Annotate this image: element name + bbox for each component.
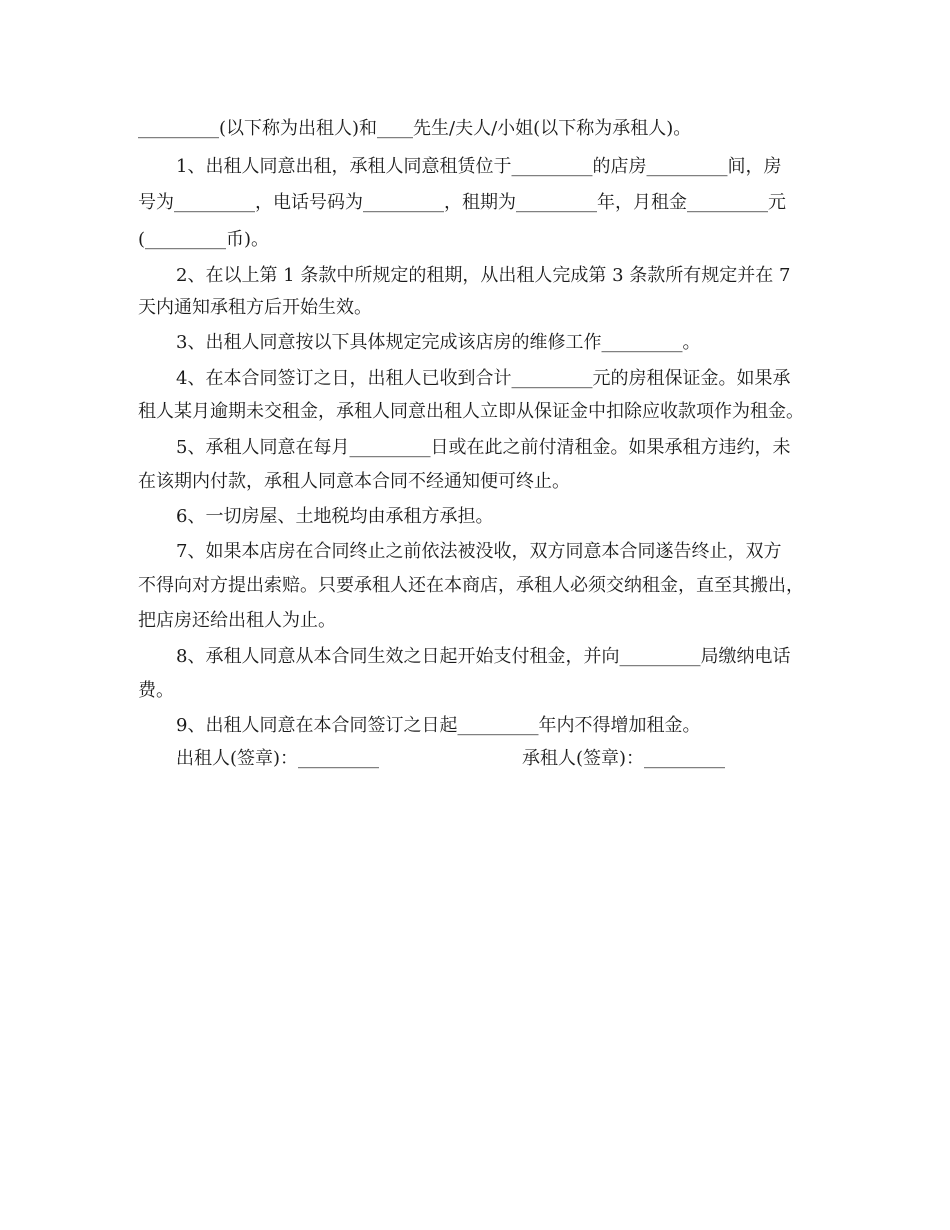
clause-2-line-1: 2、在以上第 1 条款中所规定的租期，从出租人完成第 3 条款所有规定并在 7 <box>176 265 791 286</box>
clause-5-line-2: 在该期内付款，承租人同意本合同不经通知便可终止。 <box>138 471 570 492</box>
clause-1-line-2: 号为_________，电话号码为_________，租期为_________年，月租金_________元 <box>138 192 786 213</box>
clause-1-line-1: 1、出租人同意出租，承租人同意租赁位于_________的店房_________间，房 <box>176 156 782 177</box>
contract-intro: _________(以下称为出租人)和____先生/夫人/小姐(以下称为承租人)。 <box>138 118 692 139</box>
clause-1-line-3: (_________币)。 <box>138 229 270 250</box>
clause-7-line-3: 把店房还给出租人为止。 <box>138 610 336 631</box>
clause-7-line-2: 不得向对方提出索赔。只要承租人还在本商店，承租人必须交纳租金，直至其搬出， <box>138 575 804 596</box>
clause-2-line-2: 天内通知承租方后开始生效。 <box>138 297 372 318</box>
lessor-signature: 出租人(签章)：_________ <box>176 748 380 769</box>
clause-4-line-1: 4、在本合同签订之日，出租人已收到合计_________元的房租保证金。如果承 <box>176 368 791 389</box>
clause-8-line-2: 费。 <box>138 680 174 701</box>
clause-8-line-1: 8、承租人同意从本合同生效之日起开始支付租金，并向_________局缴纳电话 <box>176 646 791 667</box>
clause-9-line-1: 9、出租人同意在本合同签订之日起_________年内不得增加租金。 <box>176 715 701 736</box>
clause-7-line-1: 7、如果本店房在合同终止之前依法被没收，双方同意本合同遂告终止，双方 <box>176 541 782 562</box>
lessee-signature: 承租人(签章)：_________ <box>522 748 726 769</box>
clause-3-line-1: 3、出租人同意按以下具体规定完成该店房的维修工作_________。 <box>176 332 701 353</box>
clause-5-line-1: 5、承租人同意在每月_________日或在此之前付清租金。如果承租方违约，未 <box>176 437 791 458</box>
clause-4-line-2: 租人某月逾期未交租金，承租人同意出租人立即从保证金中扣除应收款项作为租金。 <box>138 401 804 422</box>
clause-6-line-1: 6、一切房屋、土地税均由承租方承担。 <box>176 506 494 527</box>
